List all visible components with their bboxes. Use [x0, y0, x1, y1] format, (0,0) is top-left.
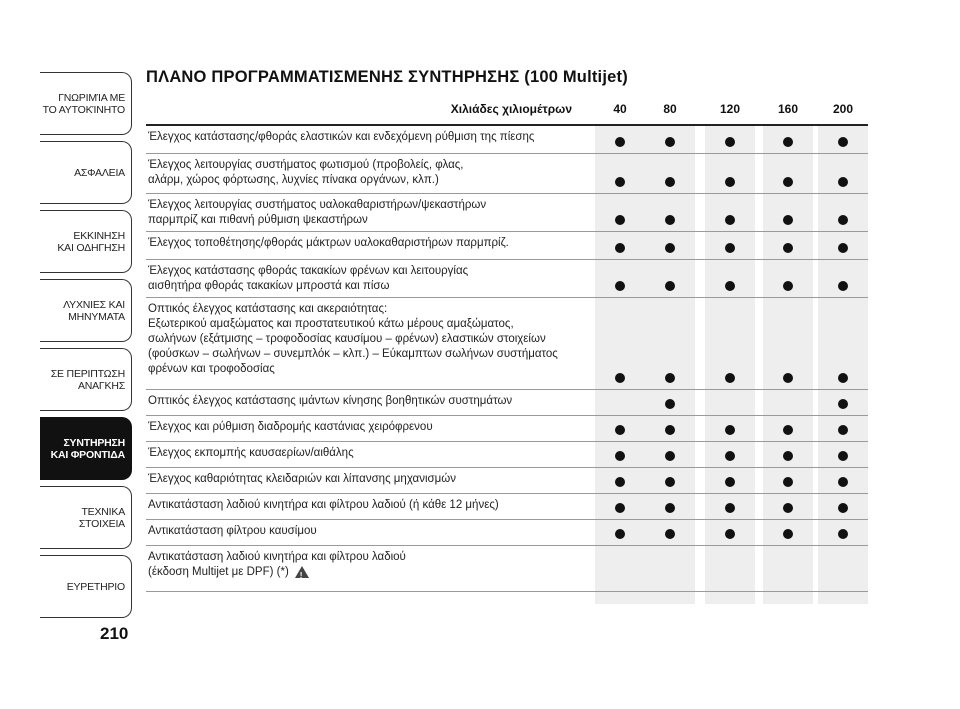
check-dot — [838, 529, 848, 539]
check-dot — [665, 281, 675, 291]
check-dot — [665, 399, 675, 409]
row-description: Αντικατάσταση φίλτρου καυσίμου — [148, 525, 317, 537]
table-row — [146, 390, 868, 416]
check-dot — [783, 137, 793, 147]
check-dot — [783, 451, 793, 461]
check-dot — [665, 243, 675, 253]
table-row — [146, 494, 868, 520]
table-row — [146, 442, 868, 468]
table-row — [146, 126, 868, 154]
check-dot — [838, 137, 848, 147]
chapter-tabs — [40, 72, 132, 624]
check-dot — [615, 529, 625, 539]
check-dot — [725, 281, 735, 291]
check-dot — [838, 373, 848, 383]
check-dot — [783, 373, 793, 383]
check-dot — [838, 281, 848, 291]
check-dot — [615, 373, 625, 383]
check-dot — [615, 215, 625, 225]
check-dot — [665, 477, 675, 487]
row-description: Αντικατάσταση λαδιού κινητήρα και φίλτρου λαδιού (ή κάθε 12 μήνες) — [148, 499, 499, 511]
check-dot — [665, 503, 675, 513]
check-dot — [665, 451, 675, 461]
check-dot — [838, 451, 848, 461]
table-row — [146, 520, 868, 546]
check-dot — [615, 137, 625, 147]
row-description: Έλεγχος λειτουργίας συστήματος φωτισμού (προβολείς, φλας, αλάρμ, χώρος φόρτωσης, λυχνίες πίνακα οργάνων, κλπ.) — [148, 159, 464, 186]
check-dot — [783, 425, 793, 435]
check-dot — [615, 451, 625, 461]
check-dot — [665, 373, 675, 383]
check-dot — [725, 477, 735, 487]
table-row — [146, 232, 868, 260]
check-dot — [725, 243, 735, 253]
row-description: Οπτικός έλεγχος κατάστασης ιμάντων κίνησης βοηθητικών συστημάτων — [148, 395, 513, 407]
check-dot — [783, 281, 793, 291]
check-dot — [665, 425, 675, 435]
check-dot — [725, 177, 735, 187]
check-dot — [615, 503, 625, 513]
tab-index[interactable]: ΕΥΡΕΤΗΡΙΟ — [40, 555, 132, 618]
check-dot — [725, 425, 735, 435]
tab-starting-driving[interactable]: ΕΚΚΙΝΗΣΗ ΚΑΙ ΟΔΗΓΗΣΗ — [40, 210, 132, 273]
check-dot — [615, 281, 625, 291]
table-row — [146, 194, 868, 232]
check-dot — [725, 451, 735, 461]
tab-emergency[interactable]: ΣΕ ΠΕΡΙΠΤΩΣΗ ΑΝΑΓΚΗΣ — [40, 348, 132, 411]
check-dot — [783, 477, 793, 487]
table-row — [146, 546, 868, 592]
check-dot — [838, 177, 848, 187]
check-dot — [615, 243, 625, 253]
check-dot — [838, 503, 848, 513]
check-dot — [725, 215, 735, 225]
tab-maintenance[interactable]: ΣΥΝΤΗΡΗΣΗ ΚΑΙ ΦΡΟΝΤΙΔΑ — [40, 417, 132, 480]
check-dot — [615, 177, 625, 187]
tab-technical-data[interactable]: ΤΕΧΝΙΚΑ ΣΤΟΙΧΕΙΑ — [40, 486, 132, 549]
check-dot — [725, 503, 735, 513]
tab-warning-lights[interactable]: ΛΥΧΝΙΕΣ ΚΑΙ ΜΗΝΥΜΑΤΑ — [40, 279, 132, 342]
row-description: Οπτικός έλεγχος κατάστασης και ακεραιότητας: Εξωτερικού αμαξώματος και προστατευτικού κάτω μέρους αμαξώματος, σωλήνων (εξάτμισης – τροφοδοσίας καυσίμου – φρένων) ελαστικών στοιχείων (φούσκων – σωλήνων – συνεμπλόκ – κλπ.) – Εύκαμπτων σωλήνων συστήματος φρένων και τροφοδοσίας — [148, 303, 558, 375]
row-description: Έλεγχος τοποθέτησης/φθοράς μάκτρων υαλοκαθαριστήρων παρμπρίζ. — [148, 237, 509, 249]
check-dot — [665, 177, 675, 187]
tab-safety[interactable]: ΑΣΦΑΛΕΙΑ — [40, 141, 132, 204]
check-dot — [665, 137, 675, 147]
table-row — [146, 298, 868, 390]
row-description: Έλεγχος λειτουργίας συστήματος υαλοκαθαριστήρων/ψεκαστήρων παρμπρίζ και πιθανή ρύθμιση ψεκαστήρων — [148, 199, 487, 226]
check-dot — [725, 137, 735, 147]
check-dot — [665, 529, 675, 539]
km-120: 120 — [719, 102, 741, 116]
tab-getting-to-know[interactable]: ΓΝΩΡΙΜΊΑ ΜΕ ΤΟ ΑΥΤΟΚΊΝΗΤΟ — [40, 72, 132, 135]
km-80: 80 — [663, 102, 677, 116]
row-description: Έλεγχος εκπομπής καυσαερίων/αιθάλης — [148, 447, 354, 459]
row-description: Έλεγχος κατάστασης/φθοράς ελαστικών και ενδεχόμενη ρύθμιση της πίεσης — [148, 131, 535, 143]
check-dot — [838, 215, 848, 225]
check-dot — [838, 477, 848, 487]
check-dot — [783, 503, 793, 513]
table-row — [146, 260, 868, 298]
check-dot — [783, 243, 793, 253]
row-description-text: Αντικατάσταση λαδιού κινητήρα και φίλτρου λαδιού (έκδοση Multijet με DPF) (*) — [148, 551, 406, 578]
check-dot — [725, 373, 735, 383]
check-dot — [665, 215, 675, 225]
check-dot — [725, 529, 735, 539]
check-dot — [783, 177, 793, 187]
km-40: 40 — [613, 102, 627, 116]
table-row — [146, 416, 868, 442]
table-header — [146, 102, 868, 124]
check-dot — [615, 477, 625, 487]
page-number: 210 — [100, 624, 129, 643]
warning-triangle-icon — [295, 566, 309, 578]
km-200: 200 — [832, 102, 854, 116]
check-dot — [838, 243, 848, 253]
check-dot — [783, 529, 793, 539]
row-description: Έλεγχος κατάστασης φθοράς τακακίων φρένων και λειτουργίας αισθητήρα φθοράς τακακίων μπροστά και πίσω — [148, 265, 469, 292]
check-dot — [783, 215, 793, 225]
check-dot — [838, 425, 848, 435]
page-title: ΠΛΑΝΟ ΠΡΟΓΡΑΜΜΑΤΙΣΜΕΝΗΣ ΣΥΝΤΗΡΗΣΗΣ (100 Multijet) — [146, 68, 628, 86]
row-description: Έλεγχος καθαριότητας κλειδαριών και λίπανσης μηχανισμών — [148, 473, 456, 485]
row-description — [148, 550, 596, 580]
km-160: 160 — [777, 102, 799, 116]
check-dot — [615, 425, 625, 435]
maintenance-table — [146, 126, 868, 592]
table-row — [146, 468, 868, 494]
table-row — [146, 154, 868, 194]
row-description: Έλεγχος και ρύθμιση διαδρομής καστάνιας χειρόφρενου — [148, 421, 433, 433]
check-dot — [838, 399, 848, 409]
km-header-label: Χιλιάδες χιλιομέτρων — [450, 102, 572, 116]
